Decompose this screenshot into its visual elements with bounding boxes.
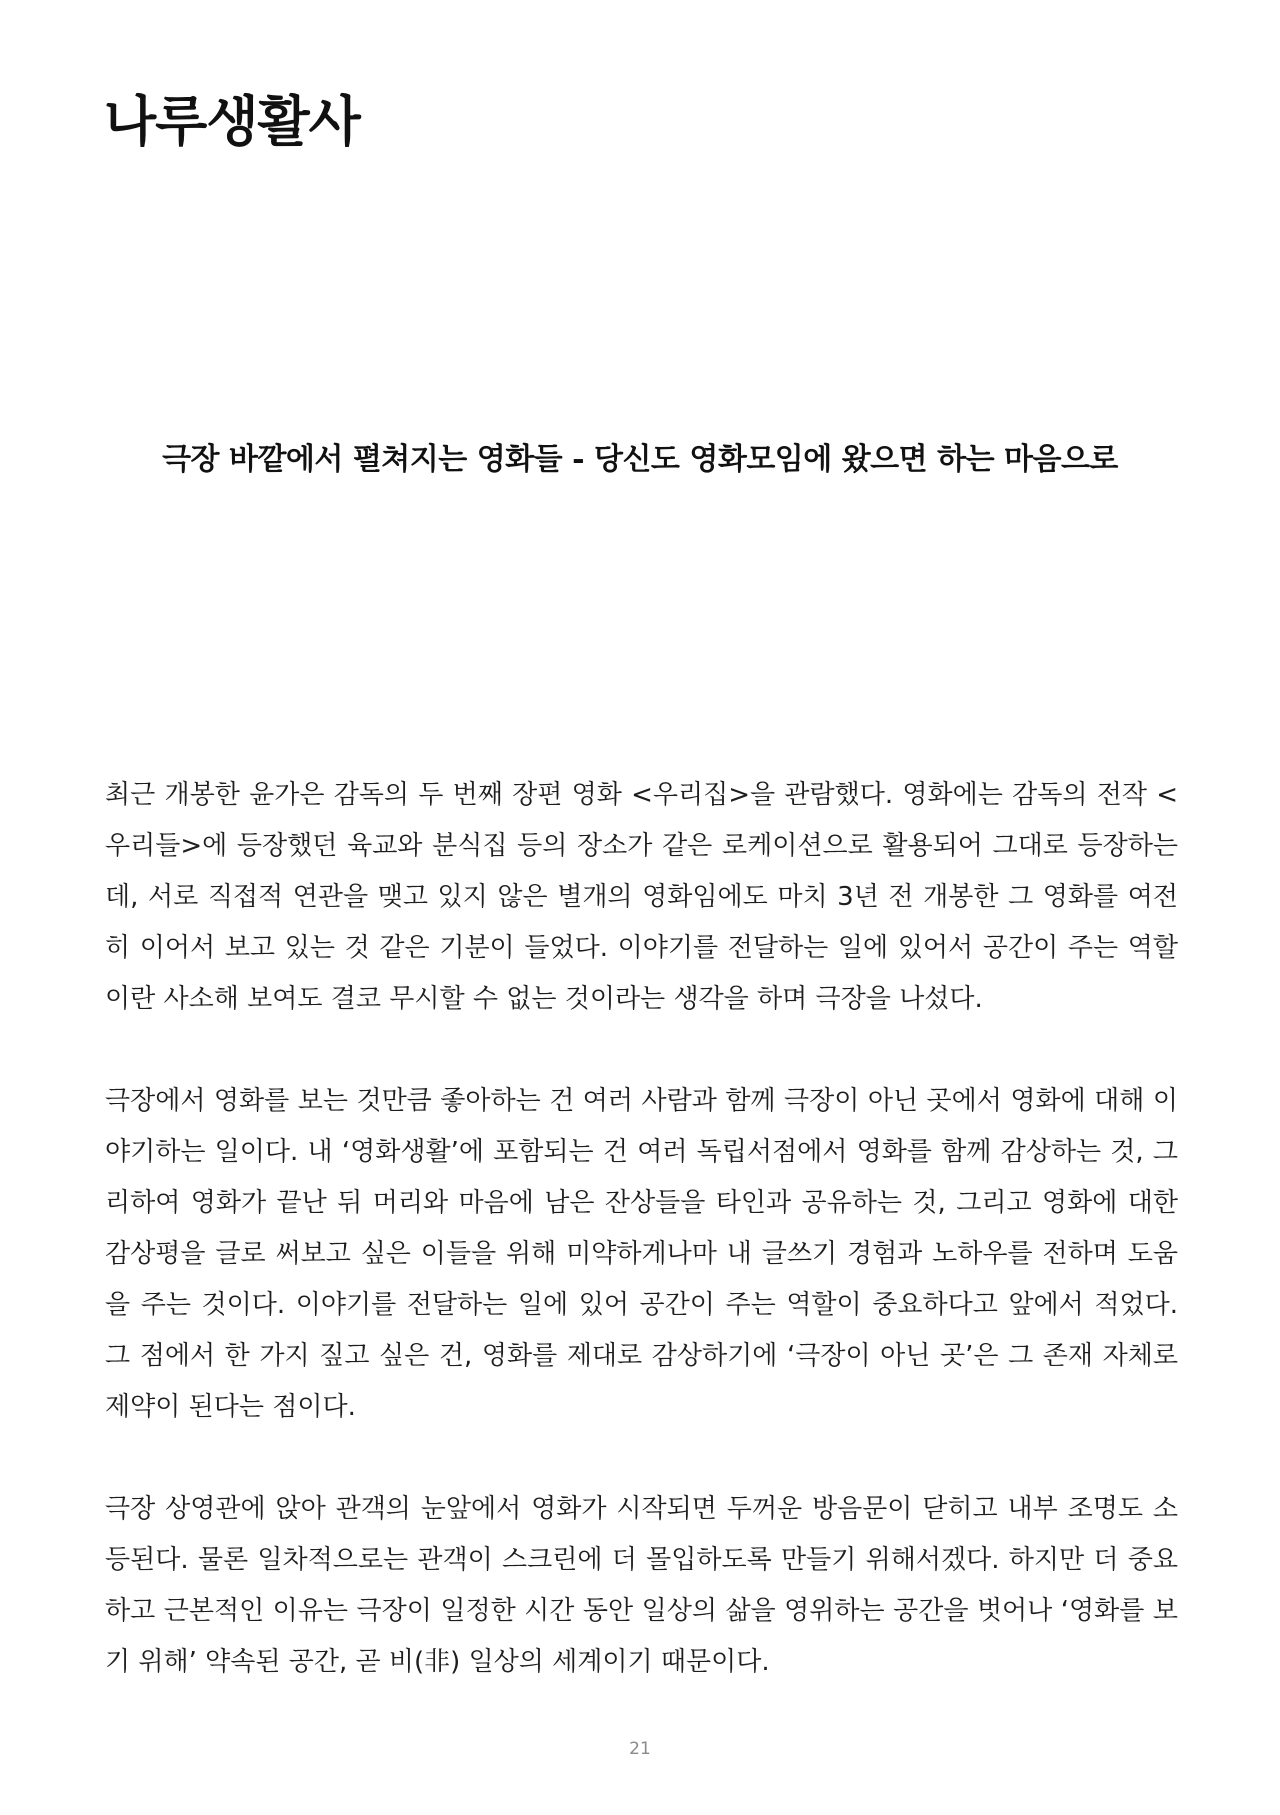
page-title: 나루생활사 — [104, 89, 360, 153]
paragraph-3: 극장 상영관에 앉아 관객의 눈앞에서 영화가 시작되면 두꺼운 방음문이 닫히고 내부 조명도 소등된다. 물론 일차적으로는 관객이 스크린에 더 몰입하도록 만들기 위해서겠다. 하지만 더 중요하고 근본적인 이유는 극장이 일정한 시간 동안 일상의 삶을 영위하는 공간을 벗어나 ‘영화를 보기 위해’ 약속된 공간, 곧 비(非) 일상의 세계이기 때문이다. — [105, 1494, 1178, 1677]
paragraph-1: 최근 개봉한 윤가은 감독의 두 번째 장편 영화 <우리집>을 관람했다. 영화에는 감독의 전작 <우리들>에 등장했던 육교와 분식집 등의 장소가 같은 로케이션으로 활용되어 그대로 등장하는데, 서로 직접적 연관을 맺고 있지 않은 별개의 영화임에도 마치 3년 전 개봉한 그 영화를 여전히 이어서 보고 있는 것 같은 기분이 들었다. 이야기를 전달하는 일에 있어서 공간이 주는 역할이란 사소해 보여도 결코 무시할 수 없는 것이라는 생각을 하며 극장을 나섰다. — [105, 780, 1178, 1014]
article-body — [105, 770, 1178, 1688]
page-number: 21 — [629, 1739, 651, 1759]
paragraph-2: 극장에서 영화를 보는 것만큼 좋아하는 건 여러 사람과 함께 극장이 아닌 곳에서 영화에 대해 이야기하는 일이다. 내 ‘영화생활’에 포함되는 건 여러 독립서점에서 영화를 함께 감상하는 것, 그리하여 영화가 끝난 뒤 머리와 마음에 남은 잔상들을 타인과 공유하는 것, 그리고 영화에 대한 감상평을 글로 써보고 싶은 이들을 위해 미약하게나마 내 글쓰기 경험과 노하우를 전하며 도움을 주는 것이다. 이야기를 전달하는 일에 있어 공간이 주는 역할이 중요하다고 앞에서 적었다. 그 점에서 한 가지 짚고 싶은 건, 영화를 제대로 감상하기에 ‘극장이 아닌 곳’은 그 존재 자체로 제약이 된다는 점이다. — [105, 1086, 1178, 1422]
article-subtitle: 극장 바깥에서 펼쳐지는 영화들 - 당신도 영화모임에 왔으면 하는 마음으로 — [162, 442, 1118, 477]
